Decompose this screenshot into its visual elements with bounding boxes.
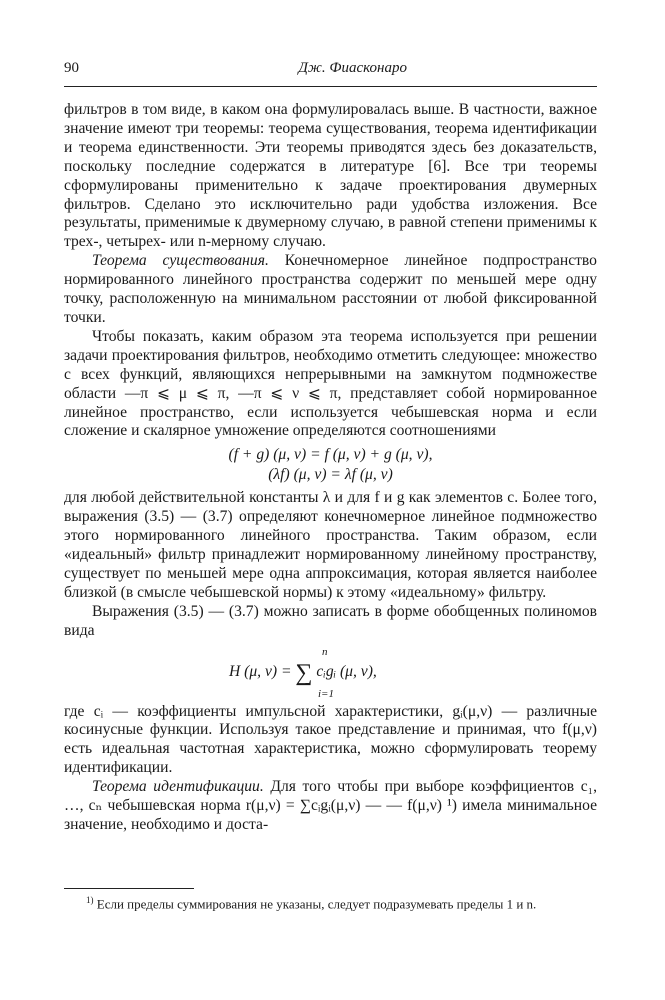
formula-polynomial-main	[229, 659, 377, 686]
formula-rhs: cᵢgᵢ (μ, ν),	[312, 662, 377, 680]
theorem-identification-title: Теорема идентификации.	[92, 778, 264, 796]
header-rule	[64, 86, 597, 87]
body-text	[64, 101, 597, 835]
theorem-existence	[64, 252, 597, 328]
paragraph-3: Чтобы показать, каким образом эта теорема используется при решении задачи проектирования фильтров, необходимо отметить следующее: множество c всех функций, являющихся непрерывными на замкнутом подмножестве области —π ⩽ μ ⩽ π, —π ⩽ ν ⩽ π, представляет собой нормированное линейное пространство, если используется чебышевская норма и если сложение и скалярное умножение определяются соотношениями	[64, 327, 597, 440]
paragraph-6: где cᵢ — коэффициенты импульсной характеристики, gᵢ(μ,ν) — различные косинусные функции. Используя такое представление и принимая, что f(μ,ν) есть идеальная частотная характеристика, можно сформулировать теорему идентификации.	[64, 702, 597, 777]
formula-operations	[64, 445, 597, 485]
footnote-rule	[64, 888, 194, 889]
running-title: Дж. Фиасконаро	[298, 60, 407, 76]
formula-lhs: H (μ, ν) =	[229, 662, 296, 680]
page-number: 90	[64, 60, 79, 76]
formula-polynomial	[64, 643, 597, 701]
theorem-existence-text: Конечномерное линейное подпространство нормированного линейного пространства содержит по меньшей мере одну точку, расположенную на минимальном расстоянии от любой фиксированной точки.	[64, 252, 597, 326]
sum-lower-limit: i=1	[318, 687, 334, 700]
theorem-identification	[64, 778, 597, 835]
formula-line-1: (f + g) (μ, ν) = f (μ, ν) + g (μ, ν),	[228, 446, 433, 464]
sum-upper-limit: n	[322, 645, 328, 658]
page-header	[64, 60, 597, 82]
footnote-text: Если пределы суммирования не указаны, следует подразумевать пределы 1 и n.	[96, 896, 537, 912]
sum-sign: ∑	[295, 659, 313, 686]
paragraph-1: фильтров в том виде, в каком она формулировалась выше. В частности, важное значение имеют три теоремы: теорема существования, теорема идентификации и теорема единственности. Эти теоремы приводятся здесь без доказательств, поскольку последние содержатся в литературе [6]. Все три теоремы сформулированы применительно к задаче проектирования двумерных фильтров. Сделано это исключительно ради удобства изложения. Все результаты, применимые к двумерному случаю, в равной степени применимы к трех-, четырех- или n-мерному случаю.	[64, 101, 597, 251]
footnote	[64, 892, 597, 912]
paragraph-4: для любой действительной константы λ и для f и g как элементов c. Более того, выражения (3.5) — (3.7) определяют конечномерное линейное подмножество этого нормированного линейного пространства. Таким образом, если «идеальный» фильтр принадлежит нормированному линейному пространству, существует по меньшей мере одна аппроксимация, которая является наиболее близкой (в смысле чебышевской нормы) к этому «идеальному» фильтру.	[64, 489, 597, 601]
theorem-identification-text: Для того чтобы при выборе коэффициентов c₁, …, cₙ чебышевская норма r(μ,ν) = ∑cᵢgᵢ(μ,ν) — — f(μ,ν) ¹) имела минимальное значение, необходимо и доста-	[64, 778, 597, 833]
paragraph-5: Выражения (3.5) — (3.7) можно записать в форме обобщенных полиномов вида	[64, 602, 597, 639]
footnote-mark: 1)	[86, 895, 94, 905]
formula-line-2: (λf) (μ, ν) = λf (μ, ν)	[268, 466, 393, 484]
theorem-existence-title: Теорема существования.	[92, 252, 269, 270]
